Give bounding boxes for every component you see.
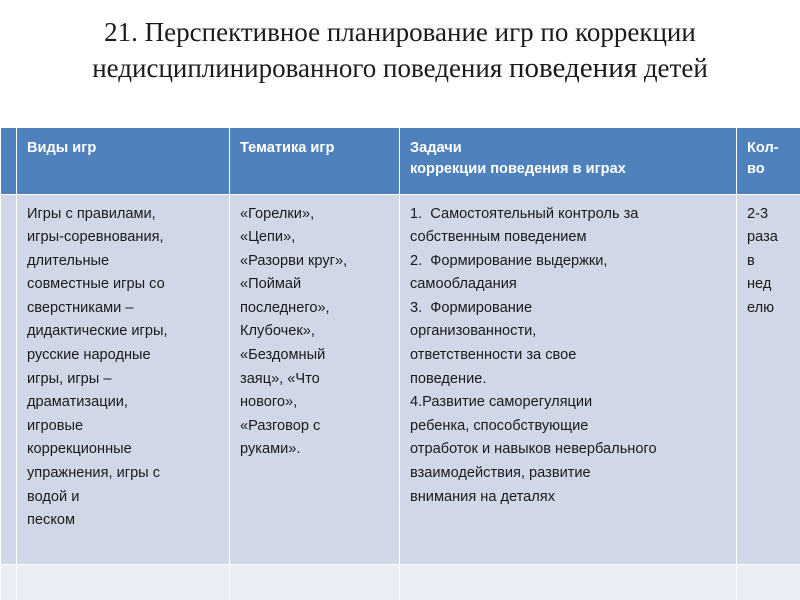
count-line: 2-3 (747, 205, 769, 222)
themes-line: нового», (240, 394, 298, 411)
header-game-types-text: Виды игр (27, 140, 97, 156)
game-types-line: упражнения, игры с (27, 465, 161, 482)
tasks-line: взаимодействия, развитие (410, 465, 591, 482)
tasks-line: 4.Развитие саморегуляции (410, 394, 593, 411)
header-stub (1, 128, 17, 194)
game-types-line: дидактические игры, (27, 323, 168, 340)
game-types-line: игры, игры – (27, 370, 112, 387)
themes-line: Клубочек», (240, 323, 315, 340)
title-tail: поведения (509, 52, 638, 84)
title-main: Перспективное планирование игр по коррекции недисциплинированного поведения (92, 17, 696, 83)
tasks-line: 2. Формирование выдержки, (410, 252, 608, 269)
tasks-line: организованности, (410, 323, 537, 340)
themes-line: руками». (240, 441, 301, 458)
tasks-line: 3. Формирование (410, 299, 533, 316)
table-footer-row (1, 564, 800, 600)
game-types-line: длительные (27, 252, 110, 269)
themes-line: «Поймай (240, 276, 302, 293)
themes-line: заяц», «Что (240, 370, 320, 387)
themes-line: «Бездомный (240, 347, 326, 364)
header-count (737, 128, 800, 194)
game-types-line: совместные игры со (27, 276, 165, 293)
footer-cell-4 (737, 564, 800, 600)
footer-stub (1, 564, 17, 600)
count-line: раза (747, 229, 778, 246)
count-line: нед (747, 276, 772, 293)
table-row (1, 194, 800, 564)
header-tasks (400, 128, 737, 194)
planning-table (0, 128, 800, 600)
cell-count (737, 194, 800, 564)
header-themes-text: Тематика игр (240, 140, 335, 156)
row-stub (1, 194, 17, 564)
cell-themes (230, 194, 400, 564)
game-types-line: драматизации, (27, 394, 128, 411)
footer-cell-1 (17, 564, 230, 600)
themes-line: «Разговор с (240, 417, 321, 434)
count-line: в (747, 252, 755, 269)
game-types-line: коррекционные (27, 441, 132, 458)
table-header-row (1, 128, 800, 194)
slide-title (30, 14, 770, 86)
themes-line: последнего», (240, 299, 330, 316)
game-types-line: сверстниками – (27, 299, 134, 316)
game-types-line: игровые (27, 417, 84, 434)
planning-table-wrap (0, 128, 800, 600)
count-line: елю (747, 299, 775, 316)
themes-line: «Разорви круг», (240, 252, 348, 269)
tasks-line: ребенка, способствующие (410, 417, 589, 434)
header-game-types (17, 128, 230, 194)
tasks-line: отработок и навыков невербального (410, 441, 657, 458)
tasks-line: поведение. (410, 370, 487, 387)
game-types-line: русские народные (27, 347, 151, 364)
footer-cell-2 (230, 564, 400, 600)
game-types-line: Игры с правилами, (27, 205, 156, 222)
cell-game-types (17, 194, 230, 564)
game-types-line: игры-соревнования, (27, 229, 164, 246)
header-themes (230, 128, 400, 194)
themes-line: «Цепи», (240, 229, 296, 246)
tasks-line: 1. Самостоятельный контроль за (410, 205, 639, 222)
title-end: детей (637, 53, 708, 83)
tasks-line: внимания на деталях (410, 488, 556, 505)
title-prefix: 21. (104, 17, 145, 47)
game-types-line: песком (27, 512, 76, 529)
game-types-line: водой и (27, 488, 80, 505)
header-count-text: Кол- во (747, 140, 779, 177)
cell-tasks (400, 194, 737, 564)
header-tasks-text: Задачи коррекции поведения в играх (410, 140, 626, 177)
themes-line: «Горелки», (240, 205, 315, 222)
tasks-line: собственным поведением (410, 229, 587, 246)
tasks-line: ответственности за свое (410, 347, 577, 364)
footer-cell-3 (400, 564, 737, 600)
tasks-line: самообладания (410, 276, 517, 293)
